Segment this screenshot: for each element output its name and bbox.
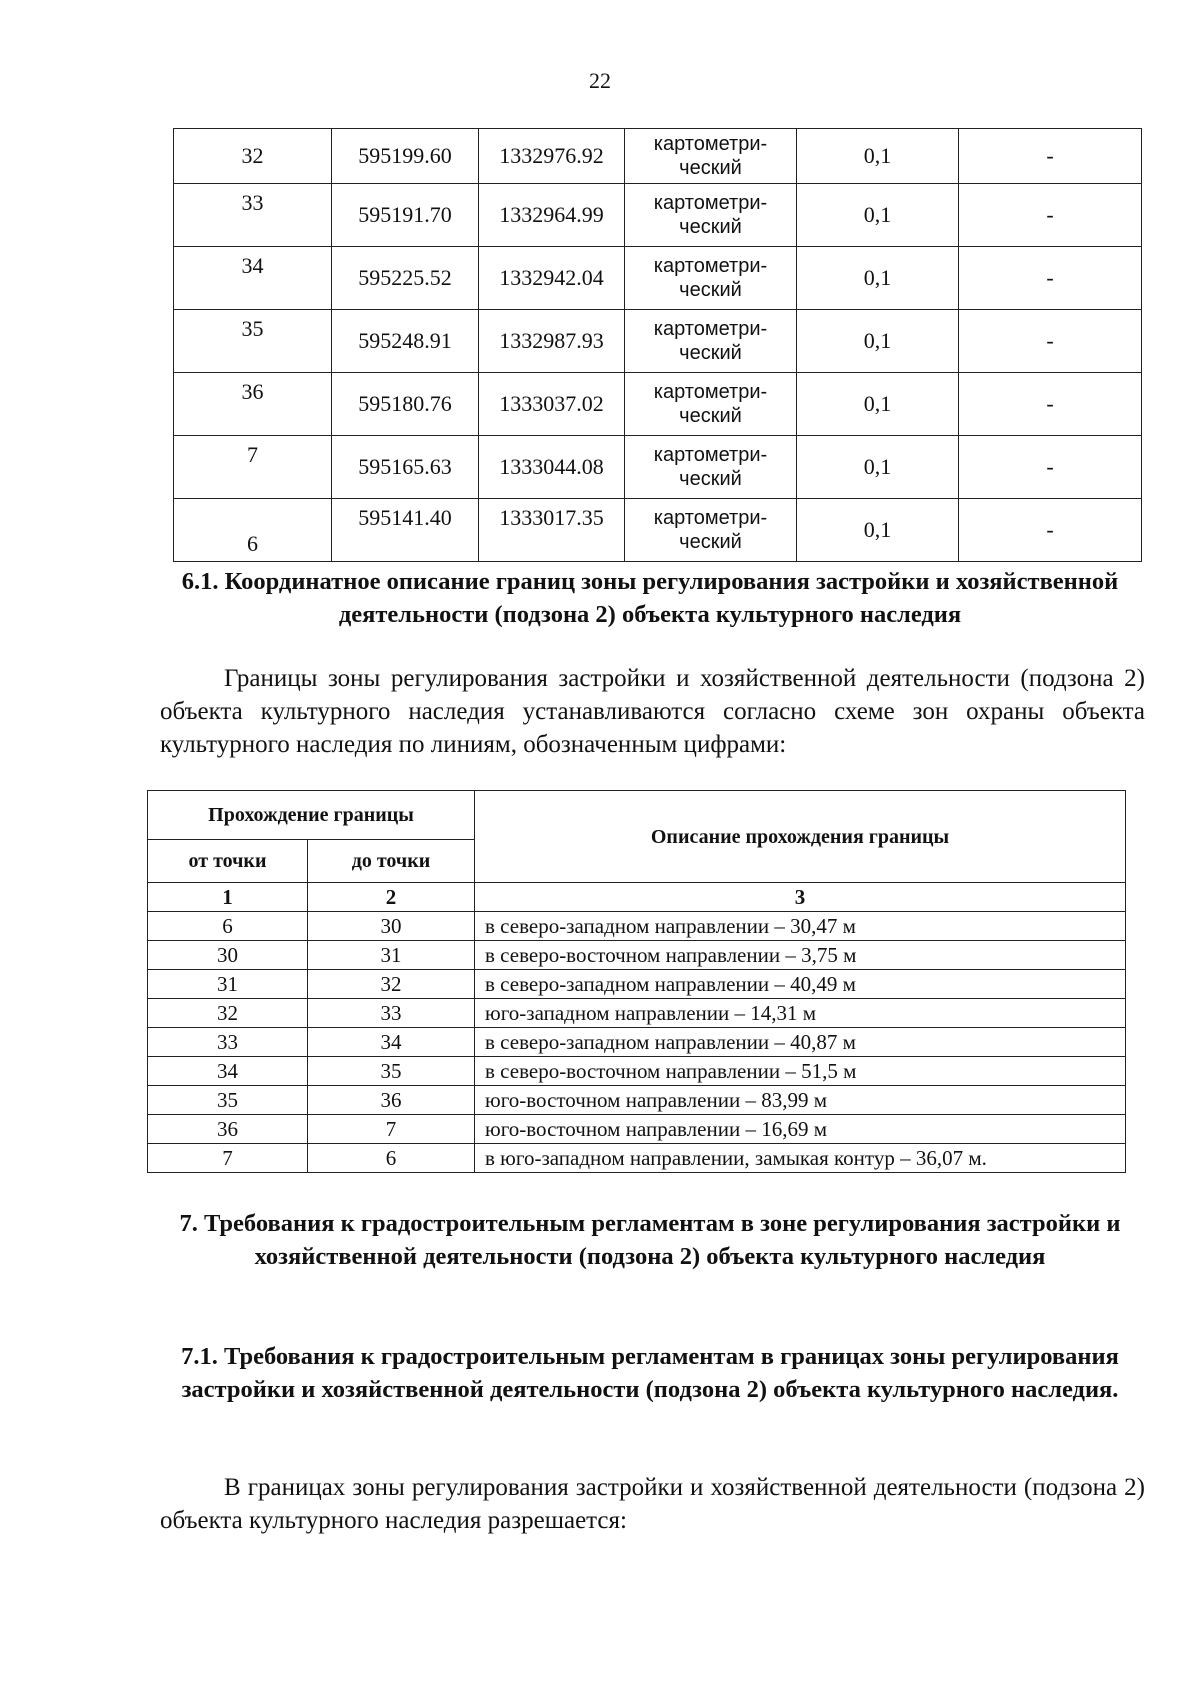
- table-row: [148, 912, 1126, 941]
- method-cell: картометри- ческий: [625, 310, 797, 373]
- x-cell: 595248.91: [332, 310, 479, 373]
- to-cell: 33: [308, 999, 475, 1028]
- description-cell: юго-восточном направлении – 83,99 м: [475, 1086, 1126, 1115]
- description-cell: в северо-западном направлении – 30,47 м: [475, 912, 1126, 941]
- paragraph-6-1: Границы зоны регулирования застройки и хозяйственной деятельности (подзона 2) объекта культурного наследия устанавливаются согласно схеме зон охраны объекта культурного наследия по линиям, обозначенным цифрами:: [160, 665, 1145, 758]
- accuracy-cell: 0,1: [797, 310, 959, 373]
- table-row: [174, 499, 1142, 562]
- note-cell: -: [959, 310, 1142, 373]
- table-row: [148, 999, 1126, 1028]
- to-cell: 36: [308, 1086, 475, 1115]
- table-row: [148, 1144, 1126, 1173]
- description-cell: юго-западном направлении – 14,31 м: [475, 999, 1126, 1028]
- description-cell: в северо-западном направлении – 40,87 м: [475, 1028, 1126, 1057]
- table-row: [174, 184, 1142, 247]
- table-row: [174, 129, 1142, 184]
- method-cell: картометри- ческий: [625, 184, 797, 247]
- y-cell: 1332976.92: [479, 129, 625, 184]
- section-heading-6-1: 6.1. Координатное описание границ зоны регулирования застройки и хозяйственной деятельности (подзона 2) объекта культурного наследия: [181, 568, 1119, 628]
- table-row: [148, 970, 1126, 999]
- description-cell: в северо-восточном направлении – 3,75 м: [475, 941, 1126, 970]
- header-to: до точки: [308, 840, 475, 883]
- from-cell: 36: [148, 1115, 308, 1144]
- method-cell: картометри- ческий: [625, 373, 797, 436]
- x-cell: 595180.76: [332, 373, 479, 436]
- note-cell: -: [959, 129, 1142, 184]
- table-row: [148, 1057, 1126, 1086]
- table-row: [174, 373, 1142, 436]
- to-cell: 31: [308, 941, 475, 970]
- accuracy-cell: 0,1: [797, 247, 959, 310]
- from-cell: 33: [148, 1028, 308, 1057]
- point-cell: 32: [174, 129, 332, 184]
- point-cell: 35: [174, 310, 332, 373]
- table-row: [174, 436, 1142, 499]
- y-cell: 1333037.02: [479, 373, 625, 436]
- header-group: Прохождение границы: [148, 791, 475, 840]
- x-cell: 595199.60: [332, 129, 479, 184]
- from-cell: 31: [148, 970, 308, 999]
- from-cell: 34: [148, 1057, 308, 1086]
- point-cell: 7: [174, 436, 332, 499]
- section-heading-7-1: 7.1. Требования к градостроительным регламентам в границах зоны регулирования застройки и хозяйственной деятельности (подзона 2) объекта культурного наследия.: [181, 1343, 1119, 1403]
- y-cell: 1332964.99: [479, 184, 625, 247]
- header-from: от точки: [148, 840, 308, 883]
- accuracy-cell: 0,1: [797, 499, 959, 562]
- header-description: Описание прохождения границы: [475, 791, 1126, 883]
- column-number: 3: [475, 883, 1126, 912]
- accuracy-cell: 0,1: [797, 129, 959, 184]
- x-cell: 595191.70: [332, 184, 479, 247]
- to-cell: 7: [308, 1115, 475, 1144]
- from-cell: 7: [148, 1144, 308, 1173]
- note-cell: -: [959, 247, 1142, 310]
- description-cell: в северо-западном направлении – 40,49 м: [475, 970, 1126, 999]
- x-cell: 595165.63: [332, 436, 479, 499]
- method-cell: картометри- ческий: [625, 499, 797, 562]
- section-heading-7: 7. Требования к градостроительным регламентам в зоне регулирования застройки и хозяйственной деятельности (подзона 2) объекта культурного наследия: [179, 1210, 1121, 1270]
- column-number: 1: [148, 883, 308, 912]
- table-row: [148, 941, 1126, 970]
- column-number: 2: [308, 883, 475, 912]
- method-cell: картометри- ческий: [625, 247, 797, 310]
- y-cell: 1333017.35: [479, 499, 625, 562]
- from-cell: 32: [148, 999, 308, 1028]
- description-cell: юго-восточном направлении – 16,69 м: [475, 1115, 1126, 1144]
- to-cell: 6: [308, 1144, 475, 1173]
- y-cell: 1332942.04: [479, 247, 625, 310]
- from-cell: 30: [148, 941, 308, 970]
- accuracy-cell: 0,1: [797, 184, 959, 247]
- note-cell: -: [959, 499, 1142, 562]
- table-row: [174, 247, 1142, 310]
- y-cell: 1332987.93: [479, 310, 625, 373]
- x-cell: 595141.40: [332, 499, 479, 562]
- method-cell: картометри- ческий: [625, 129, 797, 184]
- table-row: [148, 1115, 1126, 1144]
- page-number: 22: [589, 68, 611, 93]
- note-cell: -: [959, 184, 1142, 247]
- table-row: [148, 1086, 1126, 1115]
- from-cell: 35: [148, 1086, 308, 1115]
- to-cell: 34: [308, 1028, 475, 1057]
- note-cell: -: [959, 436, 1142, 499]
- description-cell: в юго-западном направлении, замыкая контур – 36,07 м.: [475, 1144, 1126, 1173]
- point-cell: 34: [174, 247, 332, 310]
- to-cell: 32: [308, 970, 475, 999]
- accuracy-cell: 0,1: [797, 373, 959, 436]
- x-cell: 595225.52: [332, 247, 479, 310]
- paragraph-7-1: В границах зоны регулирования застройки и хозяйственной деятельности (подзона 2) объекта культурного наследия разрешается:: [160, 1474, 1145, 1534]
- point-cell: 6: [174, 499, 332, 562]
- to-cell: 30: [308, 912, 475, 941]
- table-row: [174, 310, 1142, 373]
- note-cell: -: [959, 373, 1142, 436]
- y-cell: 1333044.08: [479, 436, 625, 499]
- to-cell: 35: [308, 1057, 475, 1086]
- from-cell: 6: [148, 912, 308, 941]
- description-cell: в северо-восточном направлении – 51,5 м: [475, 1057, 1126, 1086]
- coordinates-table: [173, 128, 1142, 562]
- point-cell: 33: [174, 184, 332, 247]
- table-row: [148, 1028, 1126, 1057]
- boundary-table: [147, 790, 1126, 1173]
- accuracy-cell: 0,1: [797, 436, 959, 499]
- method-cell: картометри- ческий: [625, 436, 797, 499]
- point-cell: 36: [174, 373, 332, 436]
